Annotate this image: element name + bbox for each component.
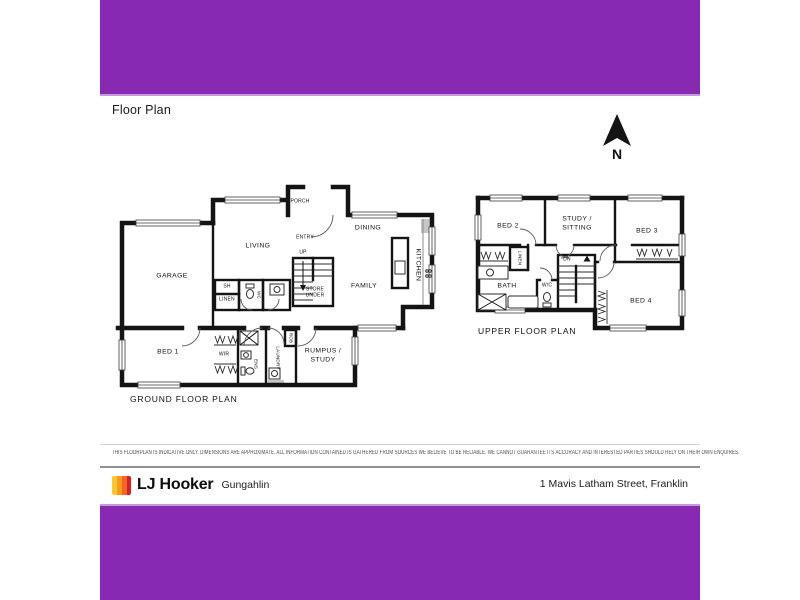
label-living: LIVING <box>245 242 271 250</box>
ground-stairs <box>293 258 333 306</box>
top-band-edge <box>100 94 700 96</box>
page-title: Floor Plan <box>112 103 171 117</box>
logo-stripe-red <box>127 476 131 495</box>
label-wc-g: WC <box>256 290 262 300</box>
brand-name: LJ Hooker <box>137 476 214 493</box>
label-bed4: BED 4 <box>630 297 652 305</box>
label-rob: ROB <box>288 332 294 344</box>
ground-floor-caption: GROUND FLOOR PLAN <box>130 394 238 404</box>
disclaimer-text: THIS FLOORPLAN IS INDICATIVE ONLY. DIMENSIONS ARE APPROXIMATE. ALL INFORMATION CONTAINED IS GATHERED FROM SOURCES WE BELIEVE TO BE RELIABLE. WE CANNOT GUARANTEE ITS ACCURACY AND INTERESTED PARTIES SHOULD RELY ON THEIR OWN ENQUIRES. <box>112 450 740 456</box>
label-bed2: BED 2 <box>497 222 519 230</box>
label-ens: ENS <box>253 358 259 370</box>
label-study-2: SITTING <box>562 224 592 232</box>
label-rumpus-1: RUMPUS / <box>304 347 342 355</box>
north-label: N <box>611 146 623 162</box>
label-linen-u: LINEN <box>517 250 523 266</box>
label-linen-g: LINEN <box>219 296 235 303</box>
label-store-1: STORE <box>305 286 325 293</box>
label-kitchen: KITCHEN <box>414 248 422 282</box>
footer-brand-row <box>112 474 269 496</box>
label-store-2: UNDER <box>305 292 325 299</box>
label-rumpus-2: STUDY <box>310 356 336 364</box>
label-garage: GARAGE <box>156 272 188 280</box>
label-bath: BATH <box>497 282 517 290</box>
powder-fixtures <box>246 284 284 299</box>
label-family: FAMILY <box>350 282 378 290</box>
ljhooker-logo-icon <box>112 476 131 495</box>
divider-above-disclaimer <box>100 444 700 445</box>
label-porch: PORCH <box>290 198 310 205</box>
office-name: Gungahlin <box>221 479 270 491</box>
bottom-purple-band <box>100 506 700 600</box>
ground-floor-plan <box>100 175 460 415</box>
label-bed1: BED 1 <box>157 348 179 356</box>
label-sh: SH <box>223 283 231 290</box>
north-arrow-icon <box>595 110 639 150</box>
label-entry: ENTRY <box>296 234 314 241</box>
upper-floor-plan <box>470 190 700 350</box>
divider-below-disclaimer <box>100 466 700 468</box>
upper-stairs <box>558 255 595 310</box>
label-laundry: LAUNDRY <box>275 346 281 370</box>
property-address: 1 Mavis Latham Street, Franklin <box>539 478 688 490</box>
upper-floor-caption: UPPER FLOOR PLAN <box>478 326 577 336</box>
top-purple-band <box>100 0 700 94</box>
label-study-1: STUDY / <box>562 215 592 223</box>
label-dining: DINING <box>354 224 382 232</box>
label-bed3: BED 3 <box>636 227 658 235</box>
label-up: UP <box>299 249 307 256</box>
ground-floor-svg <box>100 175 460 415</box>
label-dn: DN <box>563 256 571 263</box>
label-wc-u: W/C <box>541 282 553 289</box>
label-wir: WIR <box>218 351 230 358</box>
